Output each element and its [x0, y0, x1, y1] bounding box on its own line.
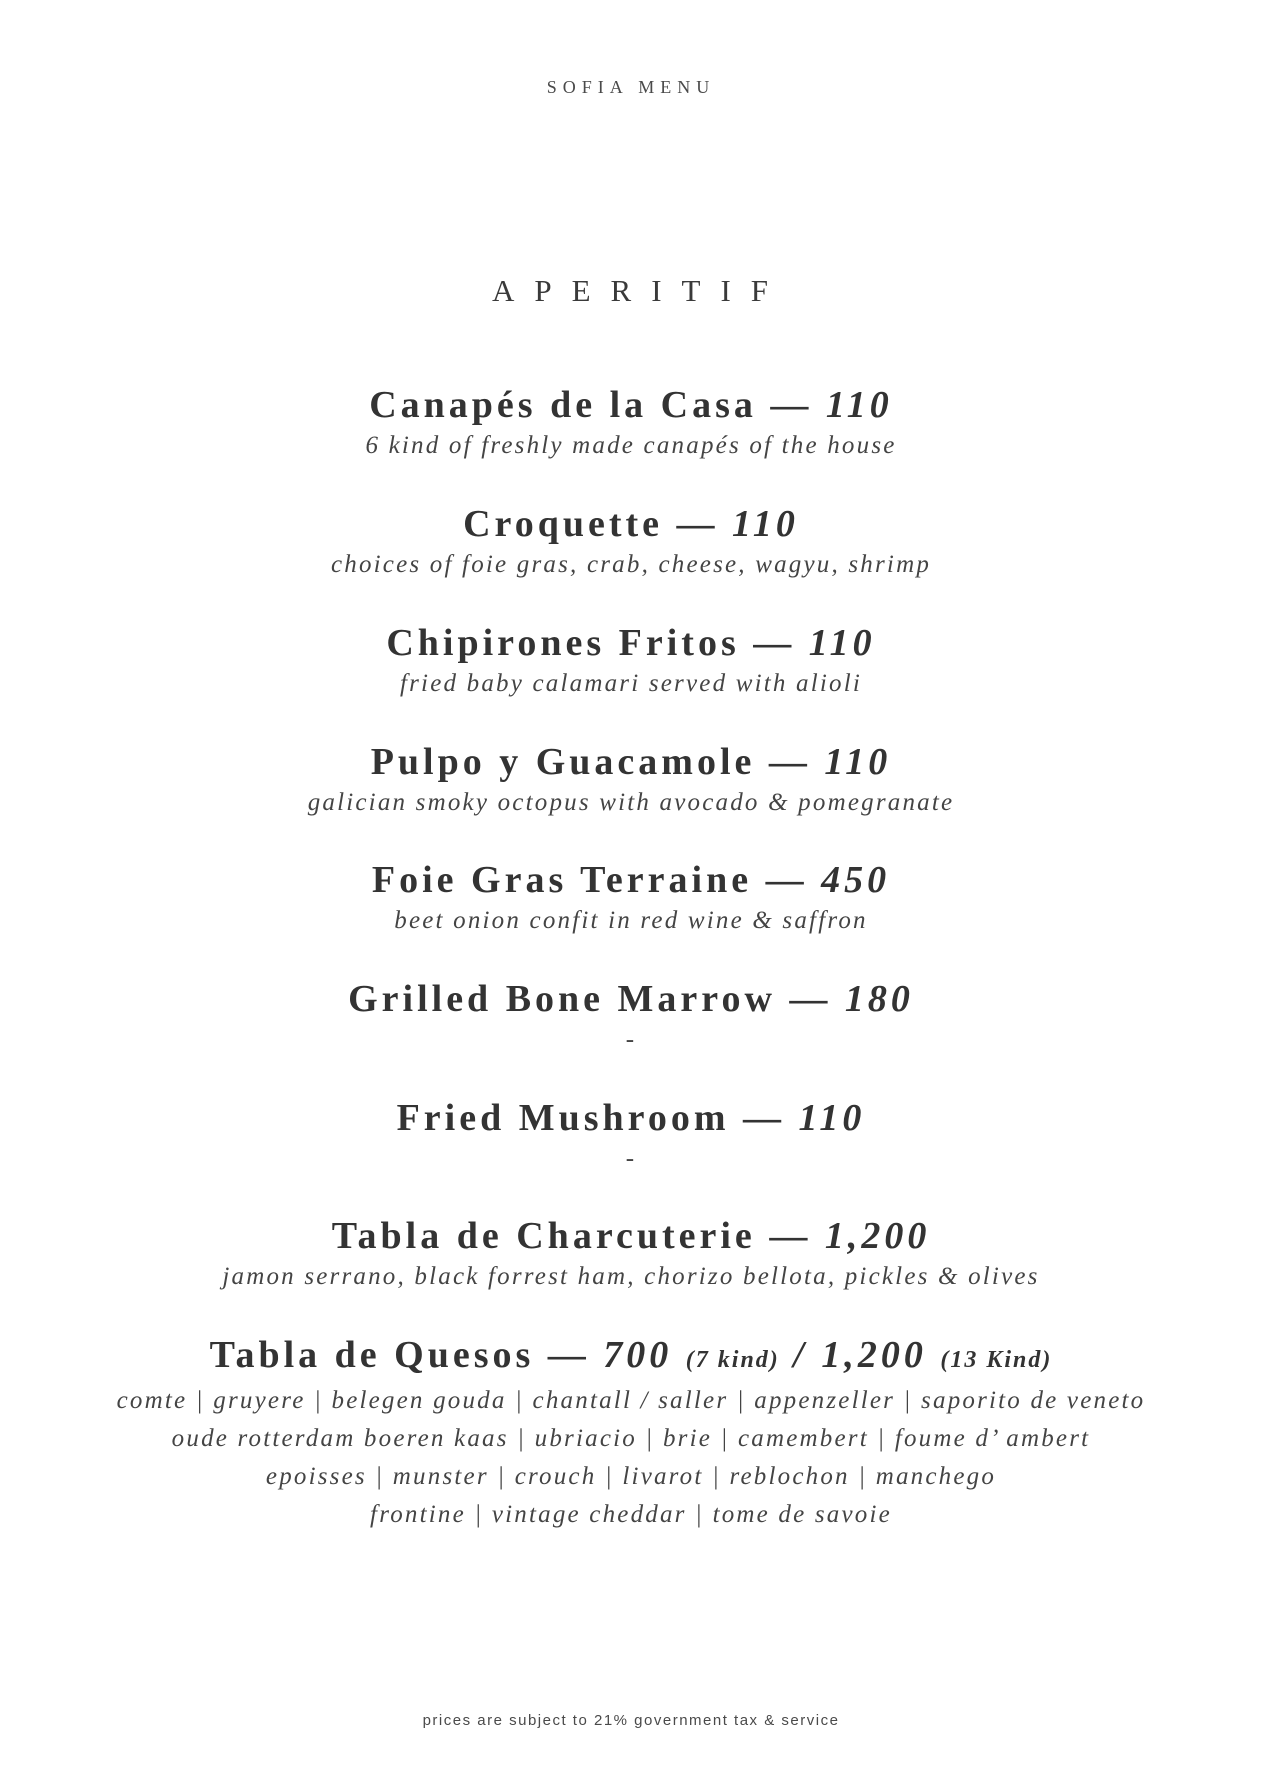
item-name-line [0, 1214, 1262, 1258]
item-name-line [0, 1333, 1262, 1382]
item-name: Pulpo y Guacamole [370, 741, 756, 783]
item-name-line [0, 858, 1262, 902]
item-price-small-board: 700 [603, 1334, 673, 1376]
item-name-line [0, 383, 1262, 427]
item-price: 110 [732, 503, 799, 545]
item-price: 110 [798, 1097, 866, 1139]
item-description: beet onion confit in red wine & saffron [394, 907, 868, 934]
menu-item-croquette [0, 502, 1262, 584]
item-description: fried baby calamari served with alioli [399, 670, 863, 697]
menu-item-bone-marrow [0, 977, 1262, 1059]
item-dash: — [755, 1215, 825, 1257]
item-description: galician smoky octopus with avocado & pomegranate [307, 789, 955, 816]
item-description: - [625, 1026, 637, 1053]
item-name-line [0, 502, 1262, 546]
item-description: jamon serrano, black forrest ham, chorizo bellota, pickles & olives [222, 1263, 1040, 1290]
item-name-line [0, 740, 1262, 784]
item-name: Canapés de la Casa [369, 384, 757, 426]
item-name: Grilled Bone Marrow [348, 978, 776, 1020]
menu-item-pulpo [0, 740, 1262, 822]
menu-item-canapes [0, 383, 1262, 465]
item-name: Foie Gras Terraine [371, 859, 753, 901]
cheese-list-line: oude rotterdam boeren kaas | ubriacio | brie | camembert | foume d’ ambert [171, 1425, 1091, 1452]
menu-item-mushroom [0, 1096, 1262, 1178]
item-price: 110 [824, 741, 892, 783]
item-name: Chipirones Fritos [386, 622, 740, 664]
item-price-large-board: 1,200 [821, 1334, 927, 1376]
section-title: APERITIF [491, 273, 789, 308]
item-price: 180 [844, 978, 914, 1020]
item-description: 6 kind of freshly made canapés of the house [365, 432, 897, 459]
cheese-list-line: epoisses | munster | crouch | livarot | reblochon | manchego [265, 1463, 997, 1490]
item-dash: — [756, 384, 826, 426]
item-price: 1,200 [824, 1215, 931, 1257]
menu-item-chipirones [0, 621, 1262, 703]
cheese-list-line: comte | gruyere | belegen gouda | chantall / saller | appenzeller | saporito de veneto [116, 1387, 1146, 1414]
item-price: 110 [825, 384, 893, 426]
item-dash: — [752, 859, 822, 901]
item-name-line [0, 1096, 1262, 1140]
item-note-small-board: (7 kind) [685, 1347, 780, 1373]
item-dash: — [534, 1334, 604, 1376]
item-price: 110 [808, 622, 876, 664]
item-price-separator: / [779, 1334, 822, 1376]
tax-notice: prices are subject to 21% government tax & service [422, 1712, 840, 1729]
item-dash: — [775, 978, 845, 1020]
item-name-line [0, 621, 1262, 665]
menu-item-foie-gras [0, 858, 1262, 940]
menu-header: SOFIA MENU [546, 77, 716, 97]
item-note-large-board: (13 Kind) [940, 1347, 1053, 1373]
cheese-list-line: frontine | vintage cheddar | tome de savoie [370, 1501, 892, 1528]
item-dash: — [729, 1097, 799, 1139]
item-name: Tabla de Quesos [209, 1334, 535, 1376]
item-name-line [0, 977, 1262, 1021]
menu-item-quesos [0, 1333, 1262, 1534]
item-description: - [625, 1145, 637, 1172]
item-dash: — [739, 622, 809, 664]
item-name: Fried Mushroom [396, 1097, 730, 1139]
item-description: choices of foie gras, crab, cheese, wagyu, shrimp [330, 551, 932, 578]
item-dash: — [663, 503, 733, 545]
menu-item-charcuterie [0, 1214, 1262, 1296]
item-dash: — [755, 741, 825, 783]
item-price: 450 [821, 859, 891, 901]
item-name: Tabla de Charcuterie [331, 1215, 756, 1257]
item-name: Croquette [463, 503, 664, 545]
